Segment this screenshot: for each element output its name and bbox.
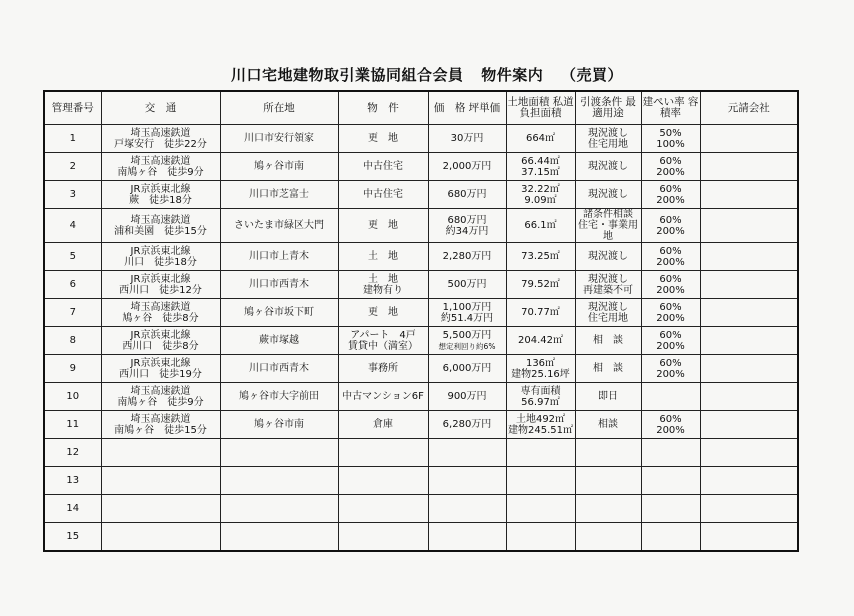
row-number: 4: [44, 209, 101, 243]
price-cell: [428, 411, 506, 439]
price-cell: [428, 125, 506, 153]
access-line: JR京浜東北線: [130, 183, 191, 195]
land-area: 79.52㎡: [521, 279, 560, 290]
header-location: 所在地: [220, 91, 338, 125]
table-row: [44, 523, 798, 552]
conditions-cell: [575, 411, 641, 439]
delivery-condition: 相 談: [593, 363, 623, 374]
header-area-line2: 私道負担面積: [519, 96, 574, 119]
agent-cell: [700, 271, 798, 299]
price-value: 6,280万円: [442, 419, 492, 430]
best-use: 住宅用地: [588, 312, 628, 324]
price-cell: [428, 209, 506, 243]
price-per-tsubo: 約51.4万円: [440, 312, 494, 324]
property-cell: [338, 125, 428, 153]
access-station: 戸塚安行 徒歩22分: [114, 138, 207, 150]
table-row: [44, 153, 798, 181]
property-cell: [338, 439, 428, 467]
conditions-cell: [575, 327, 641, 355]
ratio-cell: [641, 327, 700, 355]
land-area: 土地492㎡: [515, 413, 566, 425]
ratio-cell: [641, 299, 700, 327]
area-cell: [506, 523, 575, 552]
floor-area-ratio: 200%: [656, 166, 685, 178]
property-type: アパート 4戸: [350, 329, 416, 341]
property-note: 賃貸中（満室）: [348, 340, 418, 352]
conditions-cell: [575, 383, 641, 411]
price-cell: [428, 299, 506, 327]
conditions-cell: [575, 271, 641, 299]
delivery-condition: 現況渡し: [588, 273, 628, 285]
access-cell: [101, 125, 220, 153]
header-price-line2: 坪単価: [468, 101, 501, 114]
property-cell: [338, 495, 428, 523]
area-cell: [506, 125, 575, 153]
property-note: 建物有り: [363, 284, 403, 296]
land-area: 32.22㎡: [521, 183, 560, 195]
header-ratio: [641, 91, 700, 125]
table-row: [44, 299, 798, 327]
price-per-tsubo: 約34万円: [445, 225, 489, 237]
area-cell: [506, 495, 575, 523]
coverage-ratio: 60%: [659, 357, 682, 369]
table-row: [44, 467, 798, 495]
price-value: 500万円: [447, 279, 487, 290]
row-number: 10: [44, 383, 101, 411]
property-cell: [338, 153, 428, 181]
property-cell: [338, 271, 428, 299]
coverage-ratio: 60%: [659, 183, 682, 195]
conditions-cell: [575, 243, 641, 271]
access-station: 浦和美園 徒歩15分: [114, 225, 207, 237]
access-cell: [101, 153, 220, 181]
area-cell: [506, 181, 575, 209]
header-ratio-line2: 容積率: [660, 96, 699, 119]
access-cell: [101, 439, 220, 467]
property-cell: [338, 209, 428, 243]
header-conditions: [575, 91, 641, 125]
agent-cell: [700, 383, 798, 411]
property-type: 土 地: [368, 273, 398, 285]
conditions-cell: [575, 467, 641, 495]
access-station: 蕨 徒歩18分: [129, 194, 192, 206]
access-cell: [101, 181, 220, 209]
delivery-condition: 現況渡し: [588, 161, 628, 172]
floor-area-ratio: 200%: [656, 194, 685, 206]
price-cell: [428, 243, 506, 271]
delivery-condition: 現況渡し: [588, 189, 628, 200]
delivery-condition: 現況渡し: [588, 127, 628, 139]
conditions-cell: [575, 495, 641, 523]
access-line: JR京浜東北線: [130, 329, 191, 341]
ratio-cell: [641, 383, 700, 411]
land-area: 136㎡: [525, 357, 556, 369]
floor-area-ratio: 200%: [656, 312, 685, 324]
table-row: [44, 271, 798, 299]
property-cell: [338, 243, 428, 271]
access-cell: [101, 411, 220, 439]
ratio-cell: [641, 271, 700, 299]
row-number: 13: [44, 467, 101, 495]
coverage-ratio: 60%: [659, 273, 682, 285]
access-cell: [101, 271, 220, 299]
price-per-tsubo: 想定利回り約6%: [438, 341, 496, 351]
header-cond-line2: 最適用途: [592, 96, 636, 119]
delivery-condition: 相 談: [593, 335, 623, 346]
ratio-cell: [641, 209, 700, 243]
conditions-cell: [575, 355, 641, 383]
property-type: 更 地: [368, 133, 398, 144]
property-type: 中古マンション6F: [342, 391, 424, 402]
table-row: [44, 355, 798, 383]
location-cell: [220, 523, 338, 552]
document-title: [0, 64, 854, 85]
coverage-ratio: 50%: [659, 127, 682, 139]
access-station: 西川口 徒歩19分: [119, 368, 202, 380]
ratio-cell: [641, 125, 700, 153]
access-cell: [101, 523, 220, 552]
land-area: 専有面積: [520, 385, 561, 397]
coverage-ratio: 60%: [659, 214, 682, 226]
price-cell: [428, 439, 506, 467]
price-cell: [428, 523, 506, 552]
location-cell: [220, 495, 338, 523]
row-number: 12: [44, 439, 101, 467]
access-line: 埼玉高速鉄道: [130, 155, 191, 167]
price-cell: [428, 327, 506, 355]
access-station: 西川口 徒歩12分: [119, 284, 202, 296]
property-table: [43, 90, 799, 552]
road-area: 建物25.16坪: [511, 368, 570, 380]
road-area: 9.09㎡: [524, 194, 557, 206]
access-cell: [101, 467, 220, 495]
title-listing: 物件案内: [481, 66, 544, 84]
conditions-cell: [575, 299, 641, 327]
access-cell: [101, 327, 220, 355]
ratio-cell: [641, 153, 700, 181]
price-cell: [428, 355, 506, 383]
property-type: 土 地: [368, 251, 398, 262]
floor-area-ratio: 200%: [656, 284, 685, 296]
header-area: [506, 91, 575, 125]
access-line: JR京浜東北線: [130, 245, 191, 257]
location-cell: 鳩ヶ谷市坂下町: [220, 299, 338, 327]
conditions-cell: [575, 439, 641, 467]
location-cell: 川口市上青木: [220, 243, 338, 271]
row-number: 3: [44, 181, 101, 209]
property-cell: [338, 355, 428, 383]
title-sale-tag: （売買）: [560, 66, 623, 84]
area-cell: [506, 299, 575, 327]
title-association: 川口宅地建物取引業協同組合会員: [230, 66, 464, 84]
access-cell: [101, 299, 220, 327]
area-cell: [506, 209, 575, 243]
row-number: 6: [44, 271, 101, 299]
floor-area-ratio: 200%: [656, 340, 685, 352]
access-cell: [101, 495, 220, 523]
coverage-ratio: 60%: [659, 155, 682, 167]
access-line: JR京浜東北線: [130, 273, 191, 285]
agent-cell: [700, 439, 798, 467]
floor-area-ratio: 200%: [656, 368, 685, 380]
land-area: 73.25㎡: [521, 251, 560, 262]
table-row: [44, 327, 798, 355]
header-property: 物 件: [338, 91, 428, 125]
floor-area-ratio: 200%: [656, 256, 685, 268]
header-access: 交 通: [101, 91, 220, 125]
agent-cell: [700, 495, 798, 523]
price-value: 900万円: [447, 391, 487, 402]
land-area: 664㎡: [525, 133, 556, 144]
row-number: 9: [44, 355, 101, 383]
property-cell: [338, 181, 428, 209]
property-cell: [338, 383, 428, 411]
location-cell: さいたま市緑区大門: [220, 209, 338, 243]
ratio-cell: [641, 467, 700, 495]
road-area: 56.97㎡: [521, 396, 560, 408]
area-cell: [506, 467, 575, 495]
area-cell: [506, 327, 575, 355]
area-cell: [506, 153, 575, 181]
access-station: 南鳩ヶ谷 徒歩9分: [117, 396, 204, 408]
property-type: 中古住宅: [363, 161, 403, 172]
area-cell: [506, 355, 575, 383]
row-number: 1: [44, 125, 101, 153]
agent-cell: [700, 299, 798, 327]
access-cell: [101, 383, 220, 411]
header-area-line1: 土地面積: [507, 96, 550, 108]
ratio-cell: [641, 495, 700, 523]
area-cell: [506, 439, 575, 467]
row-number: 7: [44, 299, 101, 327]
coverage-ratio: 60%: [659, 301, 682, 313]
ratio-cell: [641, 355, 700, 383]
ratio-cell: [641, 523, 700, 552]
row-number: 5: [44, 243, 101, 271]
location-cell: 川口市芝富士: [220, 181, 338, 209]
location-cell: 鳩ヶ谷市南: [220, 153, 338, 181]
ratio-cell: [641, 411, 700, 439]
access-line: 埼玉高速鉄道: [130, 127, 191, 139]
price-cell: [428, 467, 506, 495]
table-row: [44, 243, 798, 271]
road-area: 建物245.51㎡: [508, 424, 573, 436]
property-cell: [338, 523, 428, 552]
header-agent: 元請会社: [700, 91, 798, 125]
location-cell: 鳩ヶ谷市南: [220, 411, 338, 439]
table-row: [44, 439, 798, 467]
property-cell: [338, 411, 428, 439]
access-station: 川口 徒歩18分: [124, 256, 197, 268]
price-cell: [428, 383, 506, 411]
coverage-ratio: 60%: [659, 245, 682, 257]
row-number: 8: [44, 327, 101, 355]
row-number: 15: [44, 523, 101, 552]
access-line: 埼玉高速鉄道: [130, 413, 191, 425]
access-cell: [101, 209, 220, 243]
agent-cell: [700, 125, 798, 153]
agent-cell: [700, 355, 798, 383]
access-station: 西川口 徒歩8分: [122, 340, 199, 352]
ratio-cell: [641, 243, 700, 271]
price-cell: [428, 495, 506, 523]
agent-cell: [700, 411, 798, 439]
row-number: 11: [44, 411, 101, 439]
price-value: 680万円: [447, 214, 487, 226]
price-value: 5,500万円: [442, 329, 492, 341]
delivery-condition: 相談: [598, 419, 618, 430]
area-cell: [506, 271, 575, 299]
location-cell: 川口市安行領家: [220, 125, 338, 153]
ratio-cell: [641, 181, 700, 209]
coverage-ratio: 60%: [659, 413, 682, 425]
price-cell: [428, 153, 506, 181]
agent-cell: [700, 209, 798, 243]
access-line: 埼玉高速鉄道: [130, 214, 191, 226]
area-cell: [506, 411, 575, 439]
price-value: 2,280万円: [442, 251, 492, 262]
header-cond-line1: 引渡条件: [580, 96, 623, 108]
agent-cell: [700, 327, 798, 355]
delivery-condition: 諸条件相談: [583, 209, 633, 220]
price-value: 6,000万円: [442, 363, 492, 374]
delivery-condition: 即日: [598, 391, 618, 402]
best-use: 住宅用地: [588, 138, 628, 150]
header-ratio-line1: 建ぺい率: [642, 96, 685, 108]
area-cell: [506, 383, 575, 411]
price-value: 2,000万円: [442, 161, 492, 172]
land-area: 66.44㎡: [521, 155, 560, 167]
property-type: 更 地: [368, 220, 398, 231]
location-cell: 川口市西青木: [220, 355, 338, 383]
access-station: 南鳩ヶ谷 徒歩9分: [117, 166, 204, 178]
table-row: [44, 383, 798, 411]
price-cell: [428, 181, 506, 209]
access-cell: [101, 355, 220, 383]
access-line: JR京浜東北線: [130, 357, 191, 369]
floor-area-ratio: 200%: [656, 225, 685, 237]
location-cell: 蕨市塚越: [220, 327, 338, 355]
agent-cell: [700, 243, 798, 271]
ratio-cell: [641, 439, 700, 467]
land-area: 70.77㎡: [521, 307, 560, 318]
property-cell: [338, 327, 428, 355]
property-cell: [338, 299, 428, 327]
property-type: 事務所: [368, 363, 398, 374]
floor-area-ratio: 100%: [656, 138, 685, 150]
location-cell: 鳩ヶ谷市大字前田: [220, 383, 338, 411]
table-row: [44, 209, 798, 243]
best-use: 再建築不可: [583, 284, 633, 296]
header-price: [428, 91, 506, 125]
floor-area-ratio: 200%: [656, 424, 685, 436]
header-number: 管理番号: [44, 91, 101, 125]
table-row: [44, 411, 798, 439]
price-value: 680万円: [447, 189, 487, 200]
best-use: 住宅・事業用地: [578, 220, 638, 242]
access-station: 鳩ヶ谷 徒歩8分: [122, 312, 199, 324]
agent-cell: [700, 181, 798, 209]
conditions-cell: [575, 209, 641, 243]
table-row: [44, 495, 798, 523]
property-type: 更 地: [368, 307, 398, 318]
conditions-cell: [575, 523, 641, 552]
property-type: 倉庫: [373, 419, 393, 430]
header-price-line1: 価 格: [433, 101, 466, 114]
table-row: [44, 125, 798, 153]
conditions-cell: [575, 153, 641, 181]
land-area: 204.42㎡: [518, 335, 563, 346]
price-cell: [428, 271, 506, 299]
price-per-tsubo: 30万円: [450, 133, 484, 144]
price-value: 1,100万円: [442, 301, 492, 313]
road-area: 37.15㎡: [521, 166, 560, 178]
location-cell: [220, 439, 338, 467]
location-cell: 川口市西青木: [220, 271, 338, 299]
property-cell: [338, 467, 428, 495]
area-cell: [506, 243, 575, 271]
access-line: 埼玉高速鉄道: [130, 301, 191, 313]
property-type: 中古住宅: [363, 189, 403, 200]
row-number: 2: [44, 153, 101, 181]
location-cell: [220, 467, 338, 495]
row-number: 14: [44, 495, 101, 523]
conditions-cell: [575, 125, 641, 153]
delivery-condition: 現況渡し: [588, 251, 628, 262]
table-header-row: [44, 91, 798, 125]
delivery-condition: 現況渡し: [588, 301, 628, 313]
conditions-cell: [575, 181, 641, 209]
land-area: 66.1㎡: [524, 220, 557, 231]
agent-cell: [700, 523, 798, 552]
table-row: [44, 181, 798, 209]
coverage-ratio: 60%: [659, 329, 682, 341]
access-cell: [101, 243, 220, 271]
agent-cell: [700, 153, 798, 181]
access-station: 南鳩ヶ谷 徒歩15分: [114, 424, 207, 436]
agent-cell: [700, 467, 798, 495]
access-line: 埼玉高速鉄道: [130, 385, 191, 397]
